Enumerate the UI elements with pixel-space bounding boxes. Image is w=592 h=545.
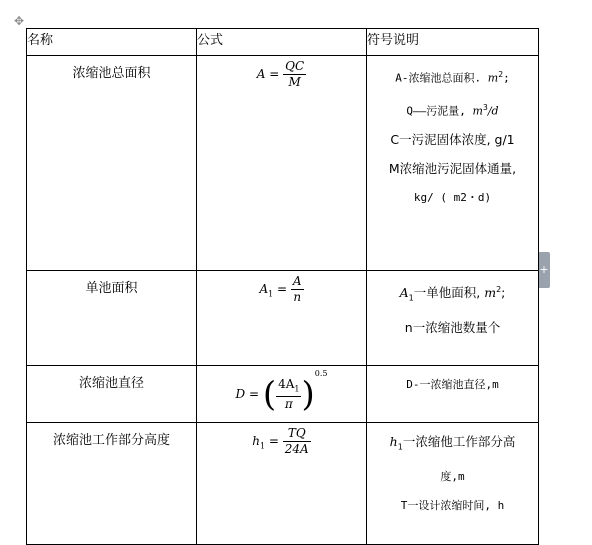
desc-line: $h_1$一浓缩他工作部分高 [389,434,516,452]
plus-icon: + [539,263,549,276]
row-name: 浓缩池直径 [27,366,197,423]
row-description [367,366,539,423]
row-formula: $h_1$ = $\frac{TQ}{24A}$ [197,423,367,545]
desc-line: Q——污泥量, $m^3/d$ [406,102,499,118]
side-expand-tab[interactable] [538,252,550,288]
formula-fraction: $\frac{TQ}{24A}$ [284,426,309,456]
header-formula: 公式 [197,29,367,56]
row-description [367,271,539,366]
row-name: 单池面积 [27,271,197,366]
table-move-handle-icon[interactable]: ✥ [13,14,25,28]
desc-line: D-一浓缩池直径,m [406,378,499,391]
desc-line: A-浓缩池总面积. $m^2$; [395,70,510,85]
fraction-denominator: M [288,75,301,89]
table-header-row [27,29,539,56]
row-formula: A = $\frac{QC}{M}$ [197,56,367,271]
desc-line: kg/ ( m2・d) [413,191,492,205]
desc-line: C一污泥固体浓度, g/1 [390,132,515,148]
fraction-numerator: QC [285,59,305,73]
table-row [27,423,539,545]
desc-line: n一浓缩池数量个 [404,319,501,335]
table-row [27,366,539,423]
row-name: 浓缩池工作部分高度 [27,423,197,545]
desc-line: T一设计浓缩时间, h [400,498,505,512]
row-name: 浓缩池总面积 [27,56,197,271]
desc-line: $A_1$一单他面积, $m^2$; [399,285,506,303]
desc-line: M浓缩池污泥固体通量, [388,161,517,177]
formula-fraction: $\frac{4A_1}{\pi}$ [278,376,300,412]
row-formula: $A_1$ = $\frac{A}{n}$ [197,271,367,366]
header-symbols: 符号说明 [367,29,539,56]
formula-table [26,28,539,545]
row-description [367,56,539,271]
row-formula: D = ( $\frac{4A_1}{\pi}$ )$^{0.5}$ [197,366,367,423]
table-row [27,56,539,271]
header-name: 名称 [27,29,197,56]
formula-fraction [283,59,306,90]
desc-line: 度,m [440,469,465,483]
table-row [27,271,539,366]
formula-lhs: A [256,67,266,81]
row-description [367,423,539,545]
formula-fraction: $\frac{A}{n}$ [292,274,302,304]
